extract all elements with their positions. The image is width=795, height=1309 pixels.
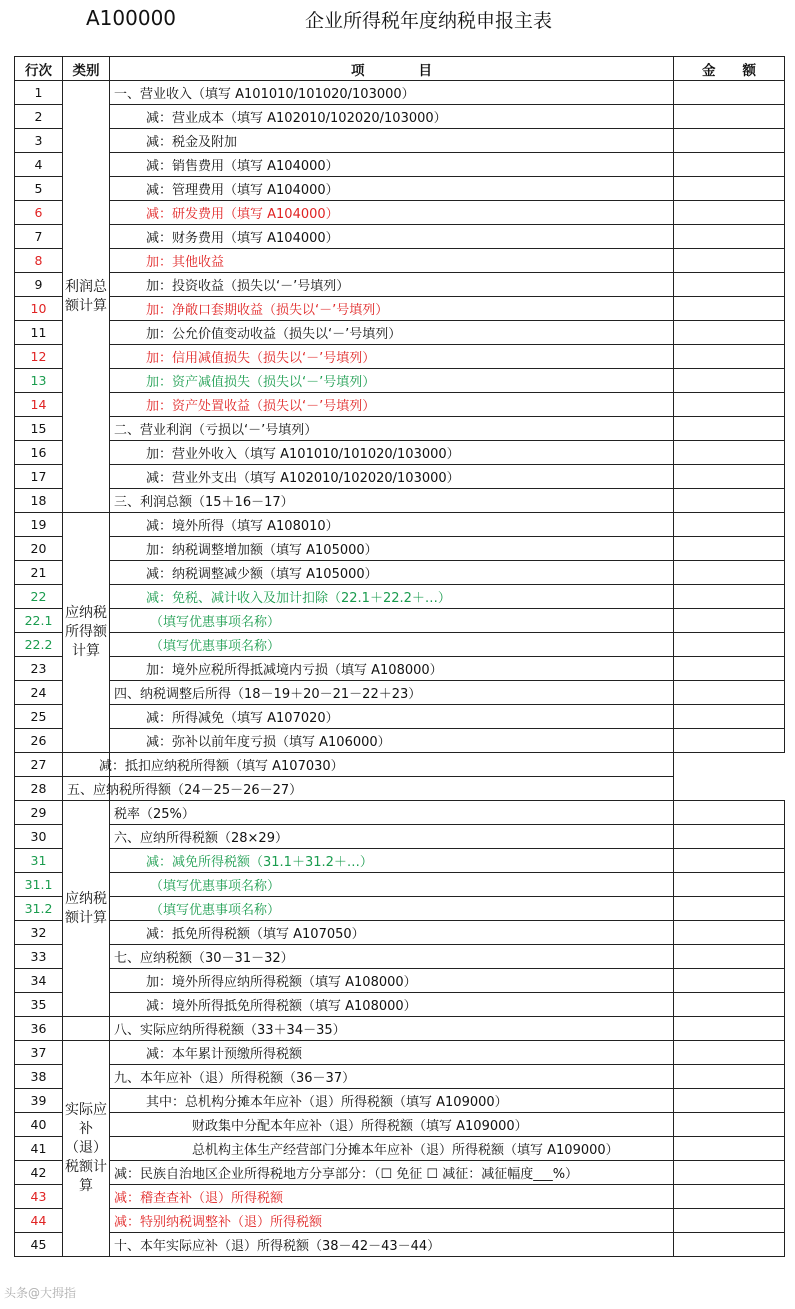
header-item: 项 目: [110, 57, 674, 81]
line-number: 44: [15, 1209, 63, 1233]
line-number: 10: [15, 297, 63, 321]
amount-cell[interactable]: [674, 1017, 785, 1041]
item-label: 减：销售费用（填写 A104000）: [110, 153, 674, 177]
category-empty: [63, 1017, 110, 1041]
item-label: 十、本年实际应补（退）所得税额（38－42－43－44）: [110, 1233, 674, 1257]
table-row: [15, 921, 785, 945]
line-number: 31.1: [15, 873, 63, 897]
amount-cell[interactable]: [674, 225, 785, 249]
amount-cell[interactable]: [674, 513, 785, 537]
amount-cell[interactable]: [674, 81, 785, 105]
line-number: 24: [15, 681, 63, 705]
table-row: [15, 633, 785, 657]
amount-cell[interactable]: [674, 1209, 785, 1233]
item-label: 加：境外应税所得抵减境内亏损（填写 A108000）: [110, 657, 674, 681]
line-number: 40: [15, 1113, 63, 1137]
line-number: 7: [15, 225, 63, 249]
table-row: [15, 825, 785, 849]
amount-cell[interactable]: [674, 561, 785, 585]
item-label: 减：营业外支出（填写 A102010/102020/103000）: [110, 465, 674, 489]
amount-cell[interactable]: [674, 441, 785, 465]
header-amount: 金 额: [674, 57, 785, 81]
table-row: [15, 1233, 785, 1257]
amount-cell[interactable]: [674, 825, 785, 849]
item-label: 减：稽查查补（退）所得税额: [110, 1185, 674, 1209]
item-label: 减：民族自治地区企业所得税地方分享部分：（☐ 免征 ☐ 减征：减征幅度___%）: [110, 1161, 674, 1185]
table-row: [15, 993, 785, 1017]
line-number: 37: [15, 1041, 63, 1065]
item-label: 减：特别纳税调整补（退）所得税额: [110, 1209, 674, 1233]
amount-cell[interactable]: [674, 249, 785, 273]
line-number: 31.2: [15, 897, 63, 921]
item-label: 减：境外所得（填写 A108010）: [110, 513, 674, 537]
item-label: （填写优惠事项名称）: [110, 633, 674, 657]
amount-cell[interactable]: [674, 1065, 785, 1089]
line-number: 2: [15, 105, 63, 129]
table-row: [15, 561, 785, 585]
item-label: 总机构主体生产经营部门分摊本年应补（退）所得税额（填写 A109000）: [110, 1137, 674, 1161]
amount-cell[interactable]: [674, 297, 785, 321]
amount-cell[interactable]: [674, 609, 785, 633]
line-number: 28: [15, 777, 63, 801]
line-number: 22: [15, 585, 63, 609]
line-number: 42: [15, 1161, 63, 1185]
amount-cell[interactable]: [674, 705, 785, 729]
amount-cell[interactable]: [674, 465, 785, 489]
line-number: 12: [15, 345, 63, 369]
line-number: 27: [15, 753, 63, 777]
item-label: 六、应纳所得税额（28×29）: [110, 825, 674, 849]
line-number: 25: [15, 705, 63, 729]
table-row: [15, 1089, 785, 1113]
table-row: [15, 177, 785, 201]
table-row: [15, 1065, 785, 1089]
amount-cell[interactable]: [674, 921, 785, 945]
amount-cell[interactable]: [674, 801, 785, 825]
line-number: 11: [15, 321, 63, 345]
table-row: [15, 777, 785, 801]
table-row: [15, 681, 785, 705]
line-number: 33: [15, 945, 63, 969]
table-row: [15, 1041, 785, 1065]
amount-cell[interactable]: [674, 105, 785, 129]
item-label: 减：境外所得抵免所得税额（填写 A108000）: [110, 993, 674, 1017]
line-number: 43: [15, 1185, 63, 1209]
table-row: [15, 369, 785, 393]
item-label: 减：研发费用（填写 A104000）: [110, 201, 674, 225]
table-row: [15, 849, 785, 873]
amount-cell[interactable]: [674, 633, 785, 657]
item-label: 加：营业外收入（填写 A101010/101020/103000）: [110, 441, 674, 465]
line-number: 18: [15, 489, 63, 513]
form-title: 企业所得税年度纳税申报主表: [305, 10, 553, 32]
table-row: [15, 81, 785, 105]
line-number: 5: [15, 177, 63, 201]
item-label: 减：财务费用（填写 A104000）: [110, 225, 674, 249]
item-label: 八、实际应纳所得税额（33＋34－35）: [110, 1017, 674, 1041]
table-row: [15, 753, 785, 777]
line-number: 32: [15, 921, 63, 945]
table-row: [15, 1161, 785, 1185]
item-label: 减：减免所得税额（31.1＋31.2＋…）: [110, 849, 674, 873]
item-label: 加：净敞口套期收益（损失以‘－’号填列）: [110, 297, 674, 321]
line-number: 16: [15, 441, 63, 465]
table-row: [15, 249, 785, 273]
line-number: 26: [15, 729, 63, 753]
amount-cell[interactable]: [674, 153, 785, 177]
item-label: 七、应纳税额（30－31－32）: [110, 945, 674, 969]
amount-cell[interactable]: [674, 1185, 785, 1209]
line-number: 14: [15, 393, 63, 417]
table-row: [15, 1113, 785, 1137]
item-label: 加：投资收益（损失以‘－’号填列）: [110, 273, 674, 297]
tax-return-table: [14, 56, 785, 1257]
item-label: 一、营业收入（填写 A101010/101020/103000）: [110, 81, 674, 105]
line-number: 36: [15, 1017, 63, 1041]
line-number: 8: [15, 249, 63, 273]
table-row: [15, 153, 785, 177]
item-label: 减：营业成本（填写 A102010/102020/103000）: [110, 105, 674, 129]
table-row: [15, 1017, 785, 1041]
amount-cell[interactable]: [674, 177, 785, 201]
item-label: 减：本年累计预缴所得税额: [110, 1041, 674, 1065]
amount-cell[interactable]: [674, 1161, 785, 1185]
table-row: [15, 801, 785, 825]
item-label: 加：信用减值损失（损失以‘－’号填列）: [110, 345, 674, 369]
table-row: [15, 1185, 785, 1209]
table-row: [15, 945, 785, 969]
item-label: 五、应纳税所得额（24－25－26－27）: [63, 777, 110, 801]
table-row: [15, 393, 785, 417]
line-number: 45: [15, 1233, 63, 1257]
line-number: 13: [15, 369, 63, 393]
amount-cell[interactable]: [674, 369, 785, 393]
table-row: [15, 441, 785, 465]
table-row: [15, 273, 785, 297]
amount-cell[interactable]: [674, 873, 785, 897]
table-row: [15, 321, 785, 345]
item-label: 财政集中分配本年应补（退）所得税额（填写 A109000）: [110, 1113, 674, 1137]
line-number: 22.1: [15, 609, 63, 633]
category-tax-payable: 应纳税额计算: [63, 801, 110, 1017]
amount-cell[interactable]: [674, 1233, 785, 1257]
table-row: [15, 1137, 785, 1161]
table-row: [15, 969, 785, 993]
item-label: 减：税金及附加: [110, 129, 674, 153]
item-label: 九、本年应补（退）所得税额（36－37）: [110, 1065, 674, 1089]
header-line: 行次: [15, 57, 63, 81]
line-number: 22.2: [15, 633, 63, 657]
amount-cell[interactable]: [674, 849, 785, 873]
line-number: 29: [15, 801, 63, 825]
amount-cell[interactable]: [674, 417, 785, 441]
amount-cell[interactable]: [674, 1089, 785, 1113]
category-profit: 利润总额计算: [63, 81, 110, 513]
item-label: 其中：总机构分摊本年应补（退）所得税额（填写 A109000）: [110, 1089, 674, 1113]
item-label: （填写优惠事项名称）: [110, 897, 674, 921]
item-label: 减：管理费用（填写 A104000）: [110, 177, 674, 201]
line-number: 3: [15, 129, 63, 153]
amount-cell[interactable]: [674, 129, 785, 153]
amount-cell[interactable]: [674, 681, 785, 705]
amount-cell[interactable]: [674, 1113, 785, 1137]
table-row: [15, 705, 785, 729]
amount-cell[interactable]: [674, 897, 785, 921]
table-header-row: [15, 57, 785, 81]
table-row: [15, 1209, 785, 1233]
table-row: [15, 417, 785, 441]
line-number: 31: [15, 849, 63, 873]
item-label: （填写优惠事项名称）: [110, 873, 674, 897]
table-row: [15, 657, 785, 681]
table-row: [15, 513, 785, 537]
amount-cell[interactable]: [674, 537, 785, 561]
line-number: 34: [15, 969, 63, 993]
amount-cell[interactable]: [674, 945, 785, 969]
amount-cell[interactable]: [674, 321, 785, 345]
amount-cell[interactable]: [674, 345, 785, 369]
table-row: [15, 537, 785, 561]
category-taxable-income: 应纳税所得额计算: [63, 513, 110, 753]
table-row: [15, 897, 785, 921]
item-label: 减：抵扣应纳税所得额（填写 A107030）: [63, 753, 110, 777]
watermark: 头条@大拇指: [4, 1286, 77, 1300]
amount-cell[interactable]: [674, 993, 785, 1017]
amount-cell[interactable]: [674, 489, 785, 513]
line-number: 15: [15, 417, 63, 441]
amount-cell[interactable]: [674, 657, 785, 681]
amount-cell[interactable]: [674, 1041, 785, 1065]
line-number: 23: [15, 657, 63, 681]
table-row: [15, 609, 785, 633]
table-row: [15, 297, 785, 321]
amount-cell[interactable]: [674, 1137, 785, 1161]
table-row: [15, 489, 785, 513]
line-number: 1: [15, 81, 63, 105]
table-row: [15, 465, 785, 489]
item-label: 减：纳税调整减少额（填写 A105000）: [110, 561, 674, 585]
item-label: 减：弥补以前年度亏损（填写 A106000）: [110, 729, 674, 753]
amount-cell[interactable]: [674, 585, 785, 609]
item-label: 加：境外所得应纳所得税额（填写 A108000）: [110, 969, 674, 993]
line-number: 38: [15, 1065, 63, 1089]
table-row: [15, 585, 785, 609]
item-label: 税率（25%）: [110, 801, 674, 825]
line-number: 30: [15, 825, 63, 849]
line-number: 35: [15, 993, 63, 1017]
line-number: 6: [15, 201, 63, 225]
header-category: 类别: [63, 57, 110, 81]
line-number: 4: [15, 153, 63, 177]
table-row: [15, 873, 785, 897]
table-row: [15, 129, 785, 153]
line-number: 17: [15, 465, 63, 489]
item-label: 加：公允价值变动收益（损失以‘－’号填列）: [110, 321, 674, 345]
table-row: [15, 225, 785, 249]
amount-cell[interactable]: [674, 969, 785, 993]
category-actual-refund: 实际应补（退）税额计算: [63, 1041, 110, 1257]
item-label: 加：纳税调整增加额（填写 A105000）: [110, 537, 674, 561]
item-label: 二、营业利润（亏损以‘－’号填列）: [110, 417, 674, 441]
item-label: 加：其他收益: [110, 249, 674, 273]
amount-cell[interactable]: [674, 273, 785, 297]
table-row: [15, 345, 785, 369]
item-label: （填写优惠事项名称）: [110, 609, 674, 633]
line-number: 39: [15, 1089, 63, 1113]
table-row: [15, 105, 785, 129]
line-number: 20: [15, 537, 63, 561]
line-number: 19: [15, 513, 63, 537]
amount-cell[interactable]: [674, 393, 785, 417]
form-code: A100000: [86, 6, 177, 30]
amount-cell[interactable]: [674, 201, 785, 225]
item-label: 加：资产减值损失（损失以‘－’号填列）: [110, 369, 674, 393]
item-label: 减：免税、减计收入及加计扣除（22.1＋22.2＋…）: [110, 585, 674, 609]
line-number: 9: [15, 273, 63, 297]
table-row: [15, 729, 785, 753]
line-number: 41: [15, 1137, 63, 1161]
table-row: [15, 201, 785, 225]
item-label: 四、纳税调整后所得（18－19＋20－21－22＋23）: [110, 681, 674, 705]
item-label: 三、利润总额（15＋16－17）: [110, 489, 674, 513]
line-number: 21: [15, 561, 63, 585]
item-label: 减：抵免所得税额（填写 A107050）: [110, 921, 674, 945]
item-label: 加：资产处置收益（损失以‘－’号填列）: [110, 393, 674, 417]
item-label: 减：所得减免（填写 A107020）: [110, 705, 674, 729]
amount-cell[interactable]: [674, 729, 785, 753]
